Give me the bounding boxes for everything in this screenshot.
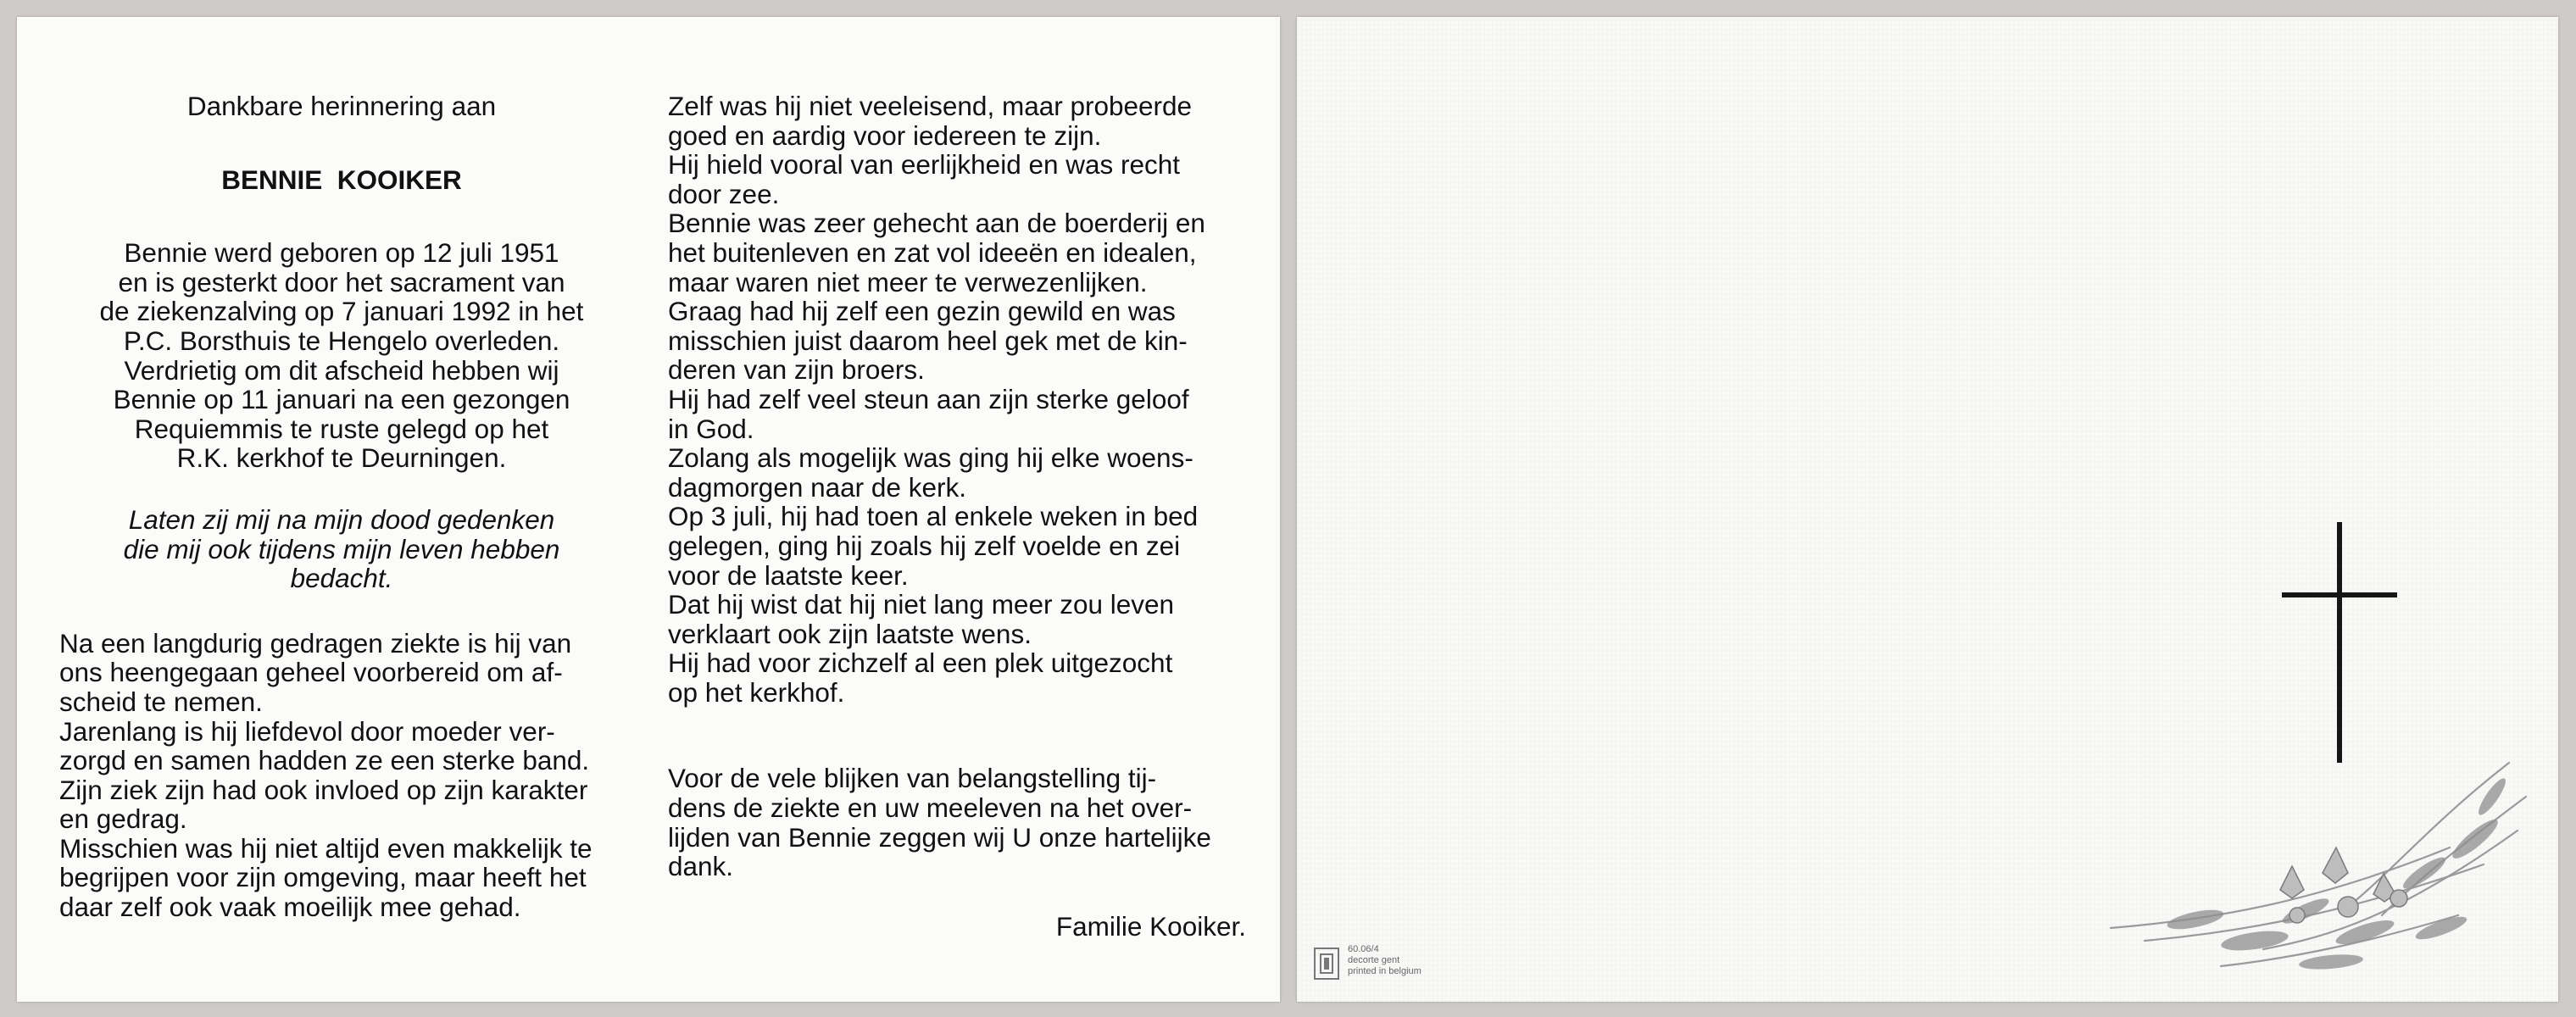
imprint-text <box>1348 944 1422 977</box>
character-paragraph <box>668 92 1246 707</box>
body-line: verklaart ook zijn laatste wens. <box>668 618 1032 649</box>
birth-line: Bennie werd geboren op 12 juli 1951 <box>124 237 559 269</box>
flower-spray-icon <box>2094 746 2534 983</box>
birth-death-paragraph <box>59 238 624 473</box>
imprint-origin: printed in belgium <box>1348 966 1422 976</box>
body-line: en gedrag. <box>59 803 187 835</box>
card-inside-panel <box>17 17 1280 1002</box>
thanks-line: lijden van Bennie zeggen wij U onze hartelijke <box>668 821 1211 853</box>
printer-imprint <box>1314 944 1483 983</box>
body-line: voor de laatste keer. <box>668 559 909 591</box>
body-line: Jarenlang is hij liefdevol door moeder ver- <box>59 715 555 747</box>
body-line: Graag had hij zelf een gezin gewild en was <box>668 296 1176 327</box>
body-line: in God. <box>668 413 754 444</box>
right-text-column <box>668 92 1246 941</box>
body-line: goed en aardig voor iedereen te zijn. <box>668 119 1102 151</box>
body-line: Zolang als mogelijk was ging hij elke woens- <box>668 442 1193 474</box>
body-line: maar waren niet meer te verwezenlijken. <box>668 266 1148 297</box>
family-signature: Familie Kooiker. <box>1055 910 1246 942</box>
body-line: misschien juist daarom heel gek met de kin- <box>668 325 1188 356</box>
printer-logo-icon <box>1314 948 1339 980</box>
body-line: het buitenleven en zat vol ideeën en idealen, <box>668 236 1197 268</box>
card-cover-panel <box>1297 17 2558 1002</box>
body-line: Hij had voor zichzelf al een plek uitgezocht <box>668 647 1173 679</box>
imprint-code: 60.06/4 <box>1348 944 1379 954</box>
birth-line: P.C. Borsthuis te Hengelo overleden. <box>123 325 560 356</box>
left-text-column <box>59 92 624 922</box>
birth-line: Requiemmis te ruste gelegd op het <box>134 413 549 444</box>
imprint-publisher: decorte gent <box>1348 955 1400 965</box>
birth-line: de ziekenzalving op 7 januari 1992 in het <box>99 296 584 327</box>
cross-icon <box>2282 522 2401 763</box>
body-line: Zijn ziek zijn had ook invloed op zijn karakter <box>59 774 588 805</box>
body-line: dagmorgen naar de kerk. <box>668 471 966 503</box>
body-line: begrijpen voor zijn omgeving, maar heeft het <box>59 862 587 893</box>
thanks-line: dens de ziekte en uw meeleven na het over- <box>668 792 1193 824</box>
thanks-line: dank. <box>668 851 734 882</box>
body-line: scheid te nemen. <box>59 686 263 717</box>
verse-line: Laten zij mij na mijn dood gedenken <box>128 503 555 535</box>
thanks-line: Voor de vele blijken van belangstelling tij- <box>668 763 1157 794</box>
memorial-verse <box>59 505 624 593</box>
body-line: Misschien was hij niet altijd even makkelijk te <box>59 832 593 864</box>
card-heading: Dankbare herinnering aan <box>186 91 497 121</box>
body-line: Bennie was zeer gehecht aan de boerderij en <box>668 208 1205 239</box>
body-line: gelegen, ging hij zoals hij zelf voelde en zei <box>668 530 1181 561</box>
birth-line: R.K. kerkhof te Deurningen. <box>176 442 507 474</box>
birth-line: Verdrietig om dit afscheid hebben wij <box>124 354 559 386</box>
body-line: Hij hield vooral van eerlijkheid en was recht <box>668 149 1181 181</box>
body-line: zorgd en samen hadden ze een sterke band. <box>59 745 590 776</box>
verse-line: die mij ook tijdens mijn leven hebben <box>123 533 560 564</box>
body-line: Hij had zelf veel steun aan zijn sterke geloof <box>668 383 1189 414</box>
birth-line: Bennie op 11 januari na een gezongen <box>113 384 570 415</box>
illness-paragraph <box>59 629 624 922</box>
body-line: door zee. <box>668 178 780 209</box>
body-line: ons heengegaan geheel voorbereid om af- <box>59 657 563 688</box>
body-line: deren van zijn broers. <box>668 354 925 386</box>
body-line: Zelf was hij niet veeleisend, maar probeerde <box>668 91 1193 121</box>
body-line: op het kerkhof. <box>668 676 845 708</box>
body-line: Na een langdurig gedragen ziekte is hij van <box>59 627 572 659</box>
birth-line: en is gesterkt door het sacrament van <box>118 266 565 297</box>
verse-line: bedacht. <box>290 563 393 594</box>
deceased-name: BENNIE KOOIKER <box>221 164 462 195</box>
body-line: Op 3 juli, hij had toen al enkele weken in bed <box>668 501 1199 532</box>
thanks-paragraph <box>668 764 1246 881</box>
body-line: Dat hij wist dat hij niet lang meer zou leven <box>668 589 1175 620</box>
body-line: daar zelf ook vaak moeilijk mee gehad. <box>59 892 521 923</box>
